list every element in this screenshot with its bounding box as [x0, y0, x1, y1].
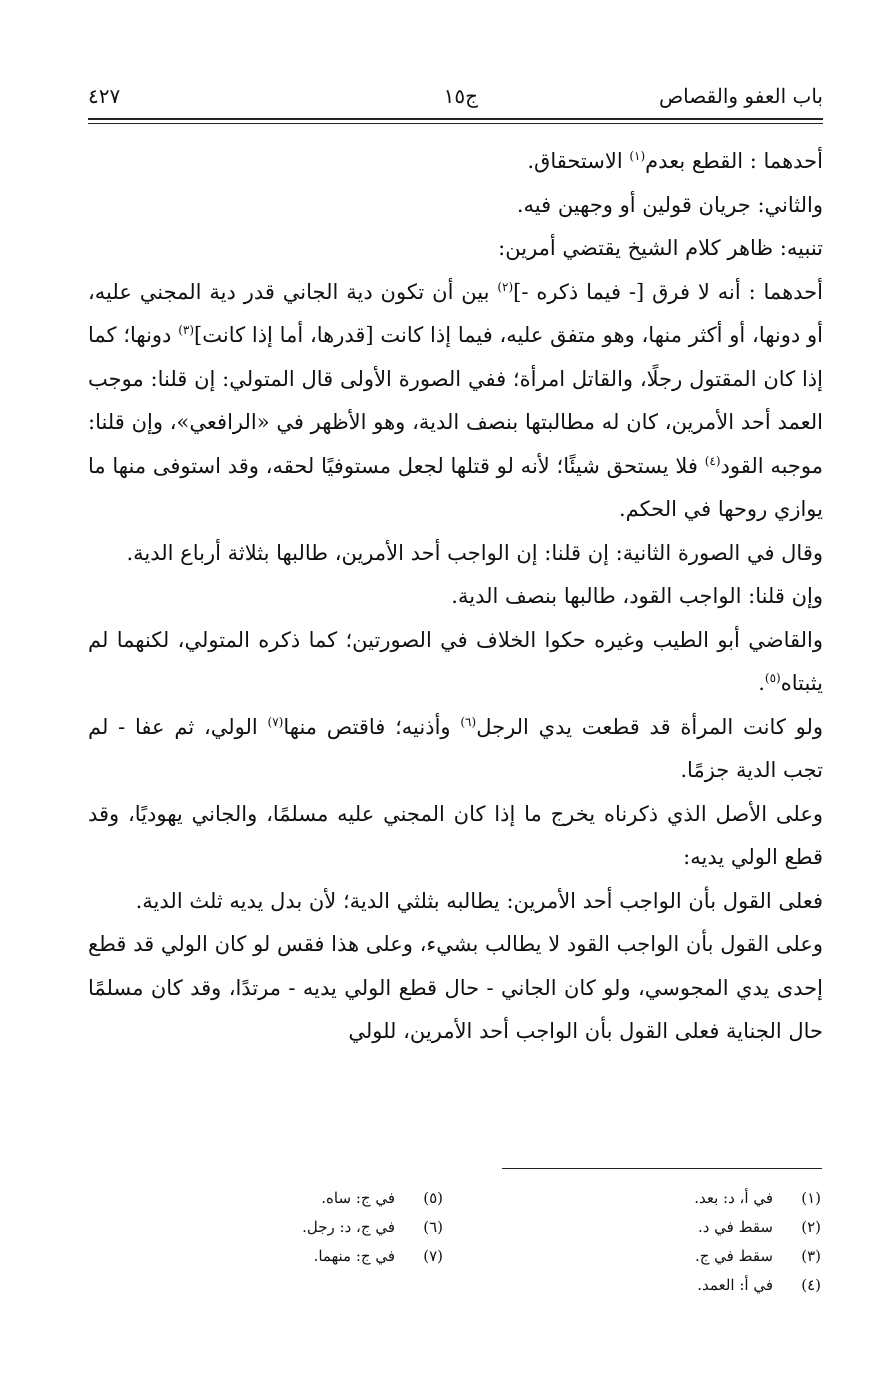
paragraph: تنبيه: ظاهر كلام الشيخ يقتضي أمرين: — [498, 236, 823, 260]
footnote: (٦) في ج، د: رجل. — [302, 1218, 443, 1236]
footnote: (٥) في ج: ساه. — [321, 1189, 443, 1207]
paragraph: وقال في الصورة الثانية: إن قلنا: إن الواجب أحد الأمرين، طالبها بثلاثة أرباع الدية. — [126, 540, 823, 565]
paragraph: وإن قلنا: الواجب القود، طالبها بنصف الدية. — [451, 584, 823, 608]
paragraph: ولو كانت المرأة قد قطعت يدي الرجل$^{(٦)}$ وأذنيه؛ فاقتص منها$^{(٧)}$ الولي، ثم عفا - لم تجب الدية جزمًا. — [88, 714, 824, 782]
header-rule-thin — [88, 123, 823, 124]
paragraph: وعلى القول بأن الواجب القود لا يطالب بشيء، وعلى هذا فقس لو كان الولي قد قطع إحدى يدي المجوسي، ولو كان الجاني - حال قطع الولي يديه - مرتدًا، وقد كان مسلمًا حال الجناية فعلى القول بأن الواجب أحد الأمرين، للولي — [88, 932, 823, 1043]
page-number: ٤٢٧ — [88, 84, 121, 108]
footnote-ref: (٦) — [460, 714, 477, 729]
footnote: (٤) في أ: العمد. — [697, 1276, 821, 1294]
footnotes-column-right — [521, 1184, 821, 1300]
footnote-separator — [502, 1168, 822, 1169]
paragraph: أحدهما : أنه لا فرق [- فيما ذكره -]$^{(٢)}$ بين أن تكون دية الجاني قدر دية المجني عليه، أو دونها، أو أكثر منها، وهو متفق عليه، فيما إذا كانت [قدرها، أما إذا كانت]$^{(٣)}$ دونها؛ كما إذا كان المقتول رجلًا، والقاتل امرأة؛ ففي الصورة الأولى قال المتولي: إن قلنا: موجب العمد أحد الأمرين، كان له مطالبتها بنصف الدية، وهو الأظهر في «الرافعي»، وإن قلنا: موجبه القود$^{(٤)}$ فلا يستحق شيئًا؛ لأنه لو قتلها لجعل مستوفيًا لحقه، وقد استوفى منها ما يوازي روحها في الحكم. — [88, 279, 824, 521]
paragraph: أحدهما : القطع بعدم$^{(١)}$ الاستحقاق. — [527, 149, 823, 173]
paragraph: والثاني: جريان قولين أو وجهين فيه. — [516, 192, 823, 217]
footnote-ref: (٧) — [267, 714, 284, 729]
main-text — [88, 140, 823, 1054]
footnote-ref: (٤) — [704, 453, 721, 468]
footnote-ref: (١) — [629, 149, 646, 163]
footnote-ref: (٥) — [764, 671, 781, 685]
footnote-ref: (٣) — [178, 323, 195, 337]
header-rule-thick — [88, 118, 823, 120]
volume-label: ج١٥ — [443, 84, 478, 108]
footnote: (٣) سقط في ج. — [694, 1247, 821, 1265]
footnotes-column-left — [143, 1184, 443, 1271]
paragraph: والقاضي أبو الطيب وغيره حكوا الخلاف في الصورتين؛ كما ذكره المتولي، لكنهما لم يثبتاه$^{(٥)}$. — [88, 627, 823, 695]
footnote: (٧) في ج: منهما. — [313, 1247, 443, 1265]
paragraph: وعلى الأصل الذي ذكرناه يخرج ما إذا كان المجني عليه مسلمًا، والجاني يهوديًا، وقد قطع الولي يديه: — [88, 801, 823, 869]
paragraph: فعلى القول بأن الواجب أحد الأمرين: يطالبه بثلثي الدية؛ لأن بدل يديه ثلث الدية. — [135, 888, 823, 913]
footnote-ref: (٢) — [497, 279, 514, 294]
chapter-title: باب العفو والقصاص — [659, 84, 823, 108]
footnote: (٢) سقط في د. — [697, 1218, 821, 1236]
running-header — [88, 84, 823, 116]
footnote: (١) في أ، د: بعد. — [694, 1189, 821, 1207]
